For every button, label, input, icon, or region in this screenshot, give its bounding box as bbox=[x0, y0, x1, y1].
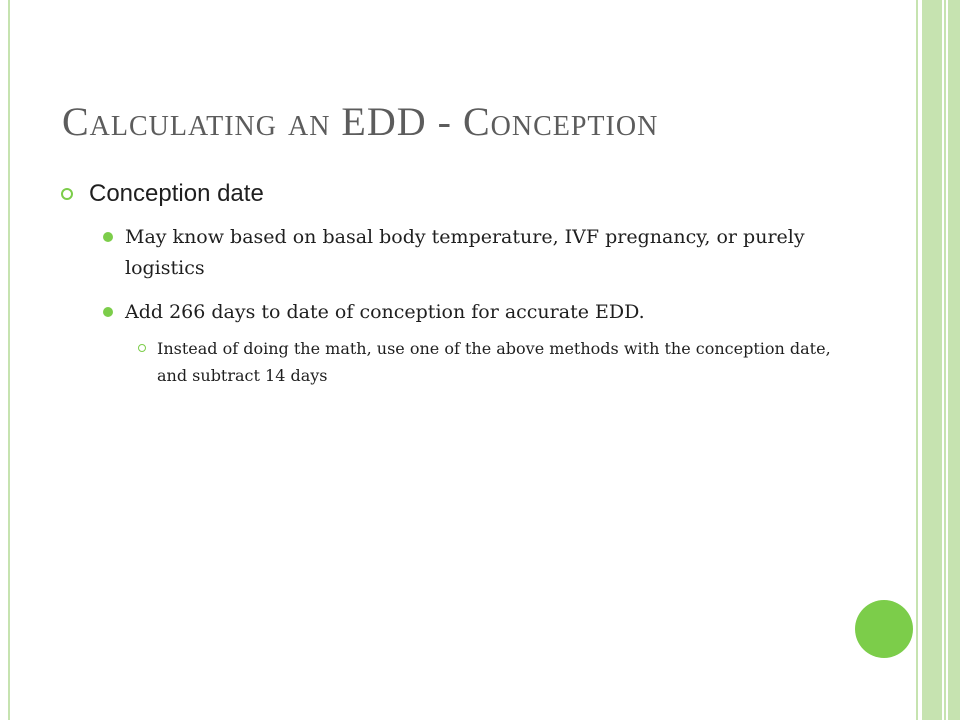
bullet-text: Conception date bbox=[89, 180, 264, 207]
bullet-level3 bbox=[157, 335, 857, 389]
dot-bullet-icon bbox=[103, 232, 113, 242]
ring-bullet-icon bbox=[61, 188, 73, 200]
bullet-text: Add 266 days to date of conception for accurate EDD. bbox=[125, 301, 645, 323]
bullet-level2 bbox=[125, 297, 845, 328]
bullet-level2 bbox=[125, 222, 845, 284]
slide-title: Calculating an EDD - Conception bbox=[62, 99, 659, 144]
small-ring-bullet-icon bbox=[138, 344, 146, 352]
bullet-level1 bbox=[89, 180, 264, 208]
dot-bullet-icon bbox=[103, 307, 113, 317]
bullet-text: Instead of doing the math, use one of the above methods with the conception date, and subtract 14 days bbox=[157, 339, 831, 385]
bullet-text: May know based on basal body temperature, IVF pregnancy, or purely logistics bbox=[125, 226, 805, 279]
